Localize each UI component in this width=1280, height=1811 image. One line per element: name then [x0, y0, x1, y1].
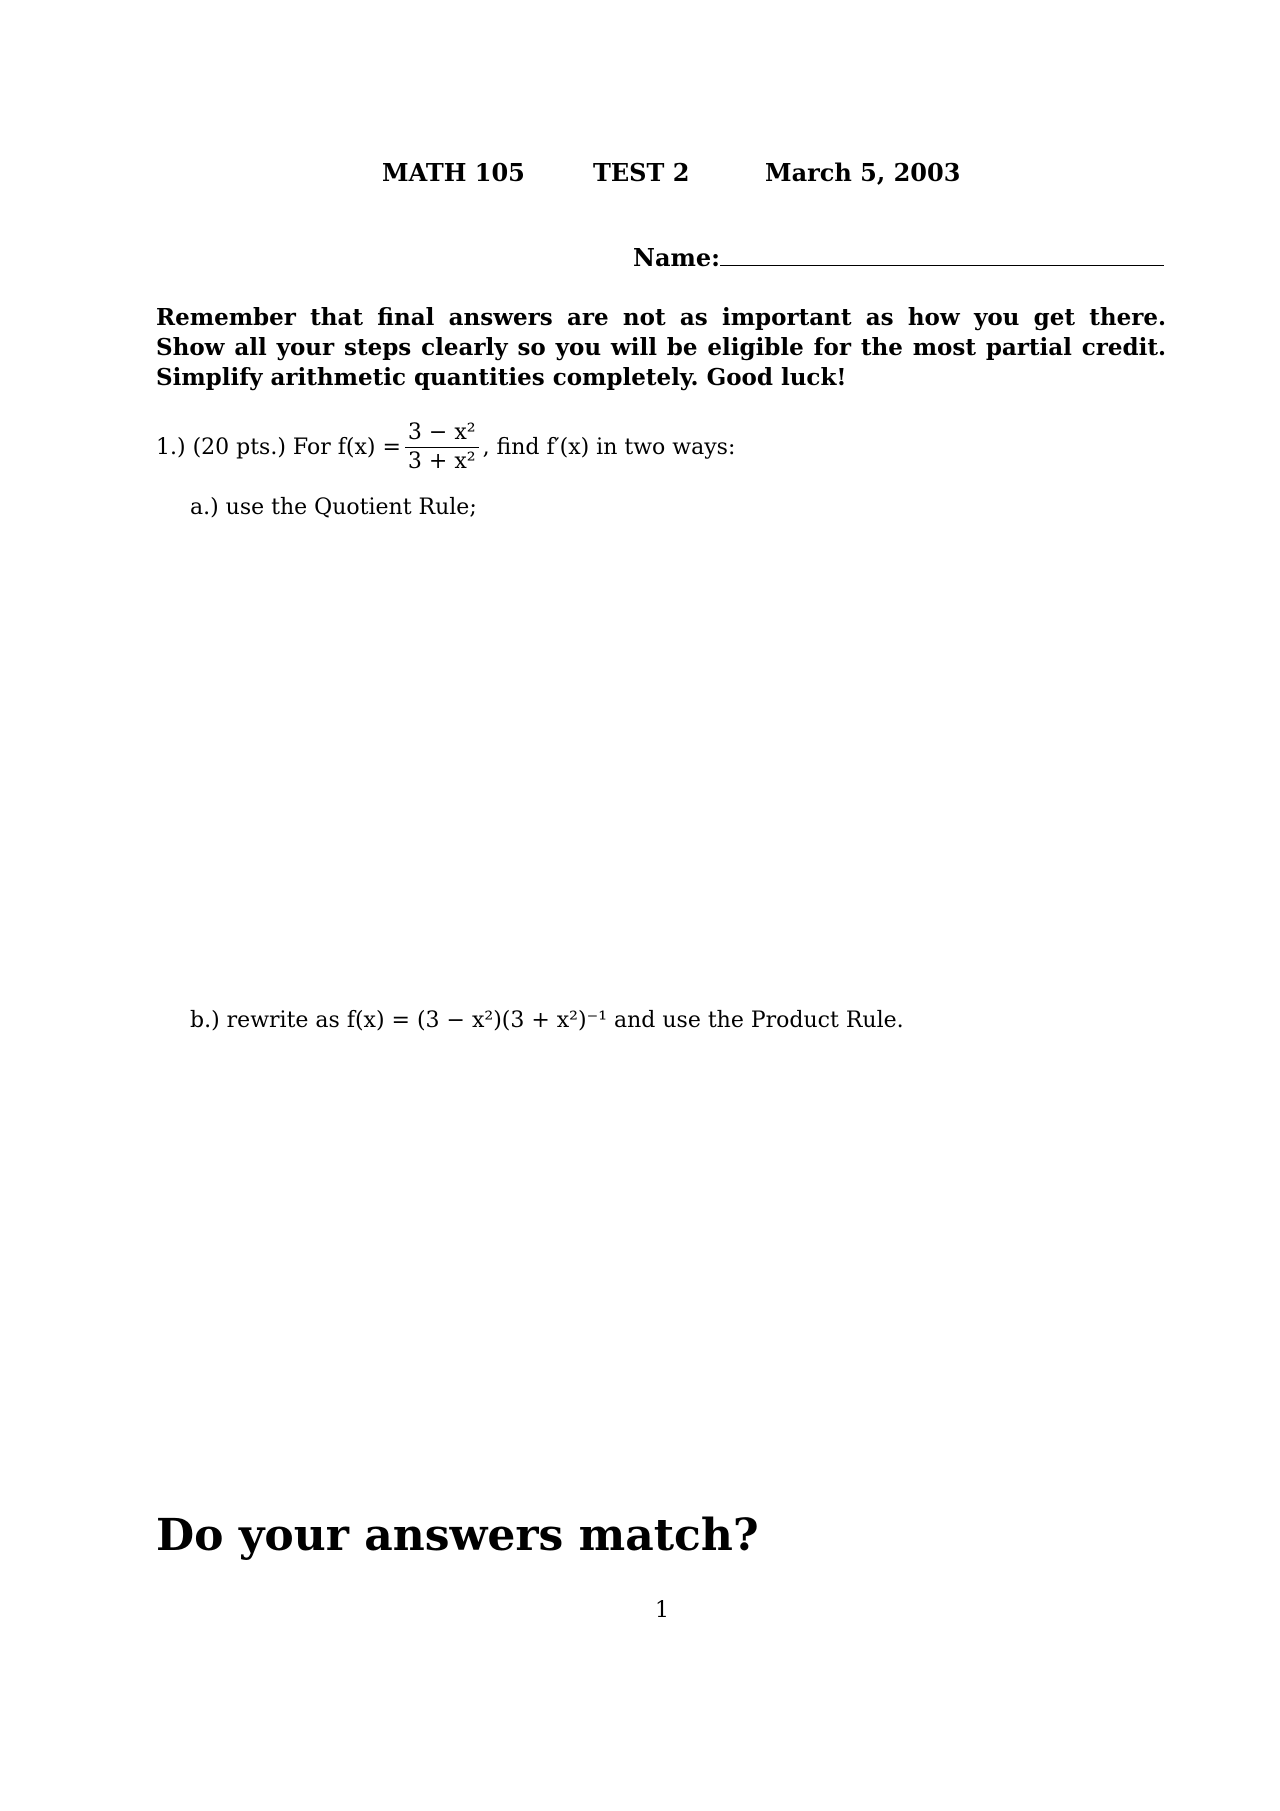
course-title: MATH 105 — [382, 158, 525, 187]
page-number: 1 — [655, 1598, 669, 1623]
fraction-numerator: 3 − x² — [405, 420, 479, 448]
function-lhs: f(x) = — [337, 435, 401, 460]
question-1 — [156, 420, 735, 475]
question-1-part-b: b.) rewrite as f(x) = (3 − x²)(3 + x²)⁻¹ and use the Product Rule. — [190, 1008, 904, 1033]
question-1-suffix: , find f′(x) in two ways: — [482, 435, 736, 460]
closing-heading: Do your answers match? — [156, 1510, 759, 1561]
test-title: TEST 2 — [593, 158, 690, 187]
question-1-part-a: a.) use the Quotient Rule; — [190, 495, 477, 520]
question-1-prefix: 1.) (20 pts.) For — [156, 435, 331, 460]
test-date: March 5, 2003 — [765, 158, 961, 187]
name-input-line[interactable] — [720, 265, 1164, 266]
fraction-denominator: 3 + x² — [407, 449, 476, 474]
name-label: Name: — [633, 243, 721, 272]
function-fraction — [405, 420, 479, 475]
instructions: Remember that final answers are not as important as how you get there. Show all your steps clearly so you will be eligible for the most partial credit. Simplify arithmetic quantities completely. Good luck! — [156, 304, 1166, 391]
